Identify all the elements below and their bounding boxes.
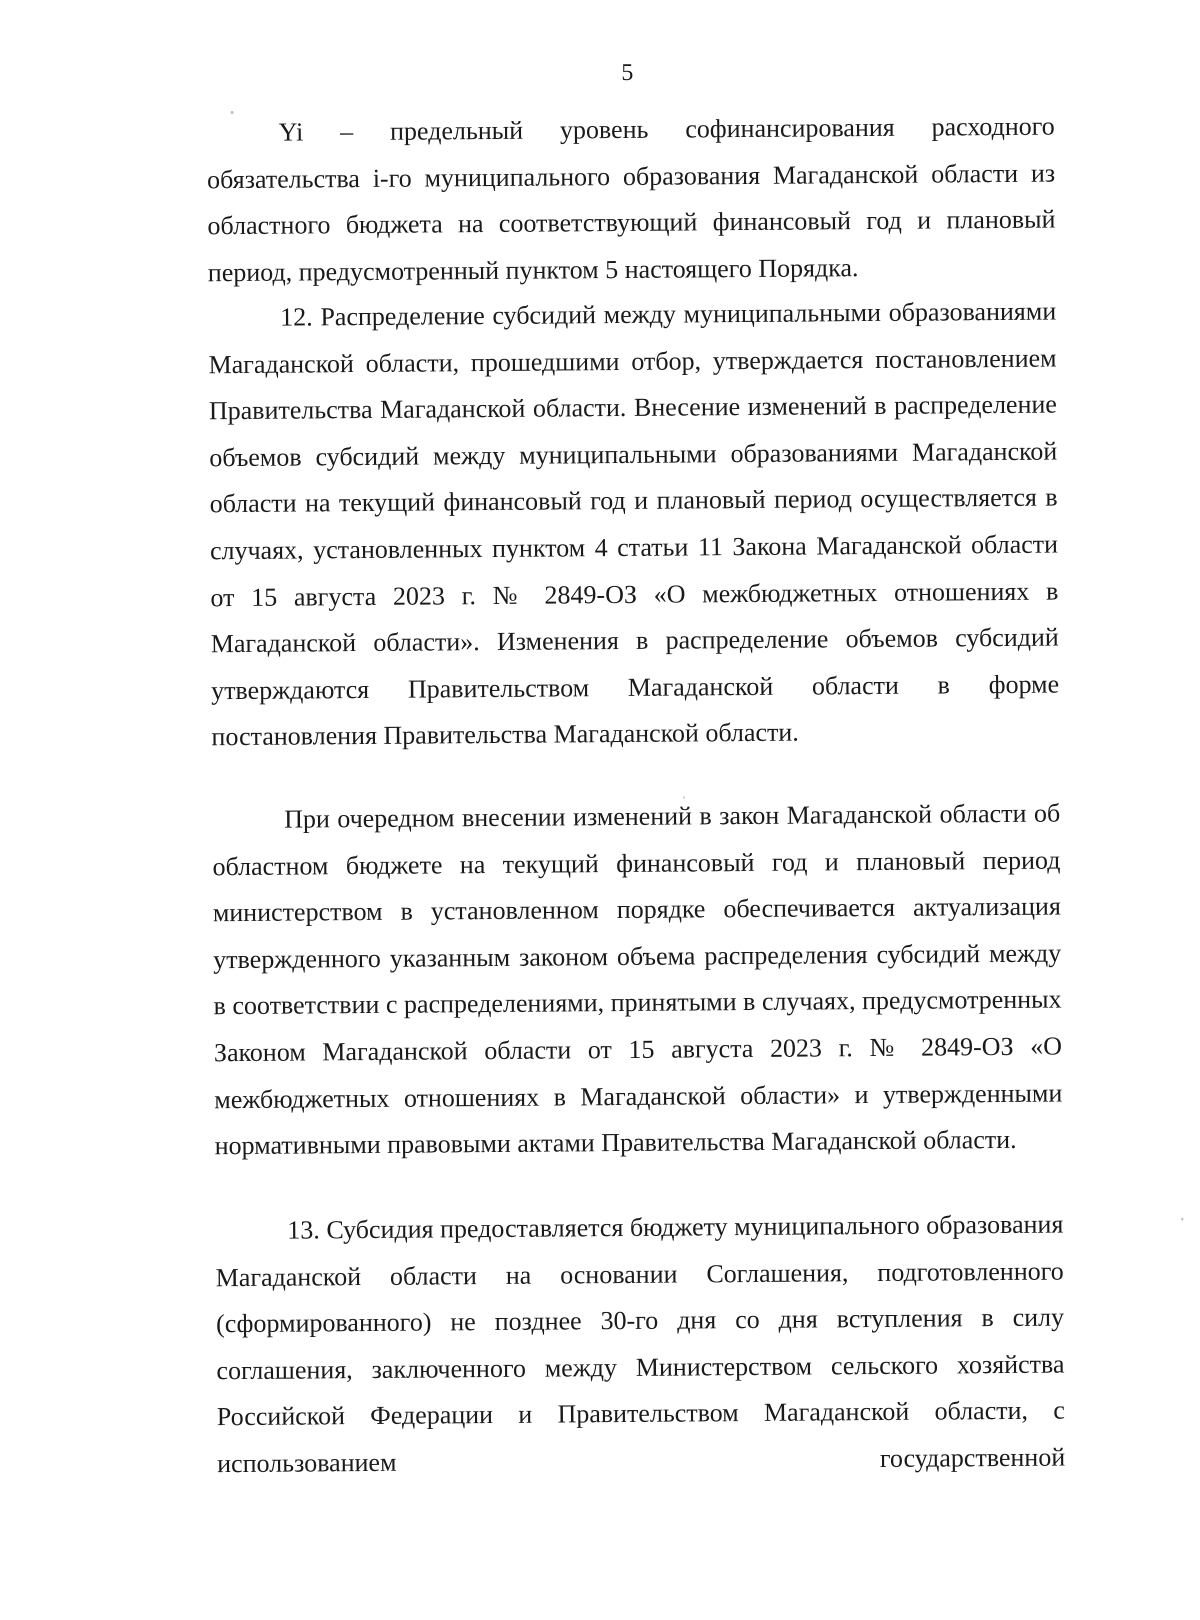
paragraph-13-subsidy: 13. Субсидия предоставляется бюджету муниципального образования Магаданской области на основании Соглашения, подготовленного (сформированного) не позднее 30-го дня со дня вступления в силу соглашения, заключенного между Министерством сельского хозяйства Российской Федерации и Правительством Магаданской области, с использованием государственной bbox=[215, 1209, 1066, 1479]
scan-speck bbox=[1181, 1218, 1183, 1221]
paragraph-yi-definition: Yi – предельный уровень софинансирования расходного обязательства i-го муниципального образования Магаданской области из областного бюджета на соответствующий финансовый год и плановый период, предусмотренный пунктом 5 настоящего Порядка. bbox=[206, 111, 1056, 288]
scan-speck bbox=[683, 796, 685, 798]
page-number: 5 bbox=[621, 59, 634, 86]
scan-speck bbox=[231, 111, 234, 114]
paragraph-12-distribution: 12. Распределение субсидий между муниципальными образованиями Магаданской области, прошедшими отбор, утверждается постановлением Правительства Магаданской области. Внесение изменений в распределение объемов субсидий между муниципальными образованиями Магаданской области на текущий финансовый год и плановый период осуществляется в случаях, установленных пунктом 4 статьи 11 Закона Магаданской области от 15 августа 2023 г. № 2849-ОЗ «О межбюджетных отношениях в Магаданской области». Изменения в распределение объемов субсидий утверждаются Правительством Магаданской области в форме постановления Правительства Магаданской области. bbox=[208, 296, 1060, 752]
paragraph-budget-law-changes: При очередном внесении изменений в закон Магаданской области об областном бюджете на текущий финансовый год и плановый период министерством в установленном порядке обеспечивается актуализация утвержденного указанным законом объема распределения субсидий между в соответствии с распределениями, принятыми в случаях, предусмотренных Законом Магаданской области от 15 августа 2023 г. № 2849-ОЗ «О межбюджетных отношениях в Магаданской области» и утвержденными нормативными правовыми актами Правительства Магаданской области. bbox=[212, 798, 1063, 1161]
